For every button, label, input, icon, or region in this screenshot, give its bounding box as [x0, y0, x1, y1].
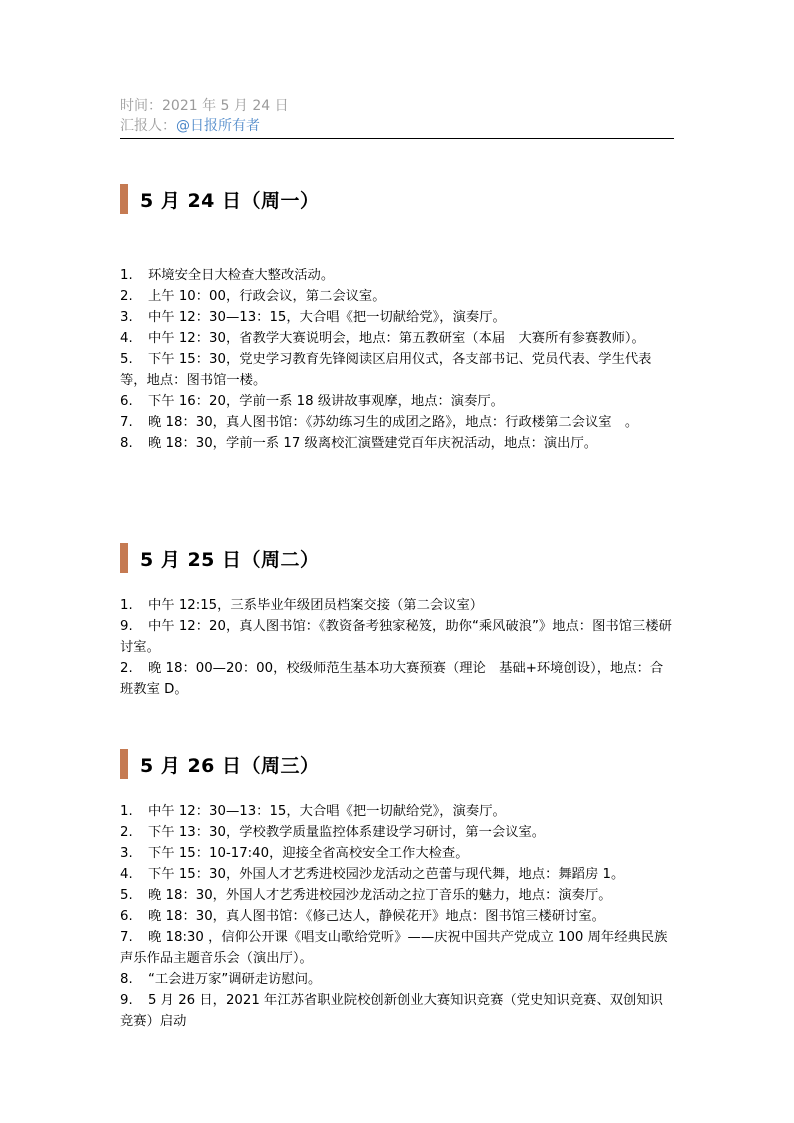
section-title: 5 月 25 日（周二） [140, 548, 320, 571]
section-may-25 [120, 543, 676, 700]
heading-accent-bar [120, 543, 128, 573]
reporter-line [120, 116, 674, 136]
report-time: 时间：2021 年 5 月 24 日 [120, 98, 289, 114]
section-heading [120, 543, 676, 573]
list-item: 7. 晚 18:30 ，信仰公开课《唱支山歌给党听》——庆祝中国共产党成立 100 周年经典民族声乐作品主题音乐会（演出厅）。 [120, 930, 668, 966]
list-item: 2. 晚 18：00—20：00，校级师范生基本功大赛预赛（理论 基础+环境创设），地点：合班教室 D。 [120, 661, 664, 697]
heading-accent-bar [120, 749, 128, 779]
reporter-link[interactable]: @日报所有者 [176, 118, 260, 134]
section-heading [120, 749, 676, 779]
list-item: 1. 环境安全日大检查大整改活动。 [120, 268, 335, 283]
list-item: 6. 晚 18：30，真人图书馆：《修己达人，静候花开》地点：图书馆三楼研讨室。 [120, 909, 605, 924]
list-item: 8. “工会进万家”调研走访慰问。 [120, 972, 322, 987]
list-item: 7. 晚 18：30，真人图书馆：《苏幼练习生的成团之路》，地点：行政楼第二会议室 。 [120, 415, 639, 430]
list-item: 5. 下午 15：30，党史学习教育先锋阅读区启用仪式，各支部书记、党员代表、学生代表等，地点：图书馆一楼。 [120, 352, 652, 388]
list-item: 4. 下午 15：30，外国人才艺秀进校园沙龙活动之芭蕾与现代舞，地点：舞蹈房 1。 [120, 867, 625, 882]
list-item: 2. 下午 13：30，学校教学质量监控体系建设学习研讨，第一会议室。 [120, 825, 546, 840]
heading-accent-bar [120, 184, 128, 214]
section-title: 5 月 24 日（周一） [140, 189, 320, 212]
section-may-26 [120, 749, 676, 1032]
event-list [120, 801, 676, 1032]
list-item: 1. 中午 12:15，三系毕业年级团员档案交接（第二会议室） [120, 598, 484, 613]
list-item: 2. 上午 10：00，行政会议，第二会议室。 [120, 289, 386, 304]
section-may-24 [120, 184, 676, 454]
list-item: 6. 下午 16：20，学前一系 18 级讲故事观摩，地点：演奏厅。 [120, 394, 504, 409]
list-item: 3. 下午 15：10-17:40，迎接全省高校安全工作大检查。 [120, 846, 469, 861]
list-item: 8. 晚 18：30，学前一系 17 级离校汇演暨建党百年庆祝活动，地点：演出厅。 [120, 436, 598, 451]
reporter-label: 汇报人： [120, 118, 176, 134]
report-meta [120, 96, 674, 139]
section-heading [120, 184, 676, 214]
list-item: 4. 中午 12：30，省教学大赛说明会，地点：第五教研室（本届 大赛所有参赛教师）。 [120, 331, 645, 346]
event-list [120, 595, 676, 700]
list-item: 1. 中午 12：30—13：15，大合唱《把一切献给党》，演奏厅。 [120, 804, 506, 819]
list-item: 9. 5 月 26 日，2021 年江苏省职业院校创新创业大赛知识竞赛（党史知识竞赛、双创知识竞赛）启动 [120, 993, 663, 1029]
section-title: 5 月 26 日（周三） [140, 754, 320, 777]
list-item: 9. 中午 12：20，真人图书馆：《教资备考独家秘笈，助你“乘风破浪”》地点：图书馆三楼研讨室。 [120, 619, 672, 655]
list-item: 3. 中午 12：30—13：15，大合唱《把一切献给党》，演奏厅。 [120, 310, 506, 325]
list-item: 5. 晚 18：30，外国人才艺秀进校园沙龙活动之拉丁音乐的魅力，地点：演奏厅。 [120, 888, 612, 903]
event-list [120, 265, 676, 454]
